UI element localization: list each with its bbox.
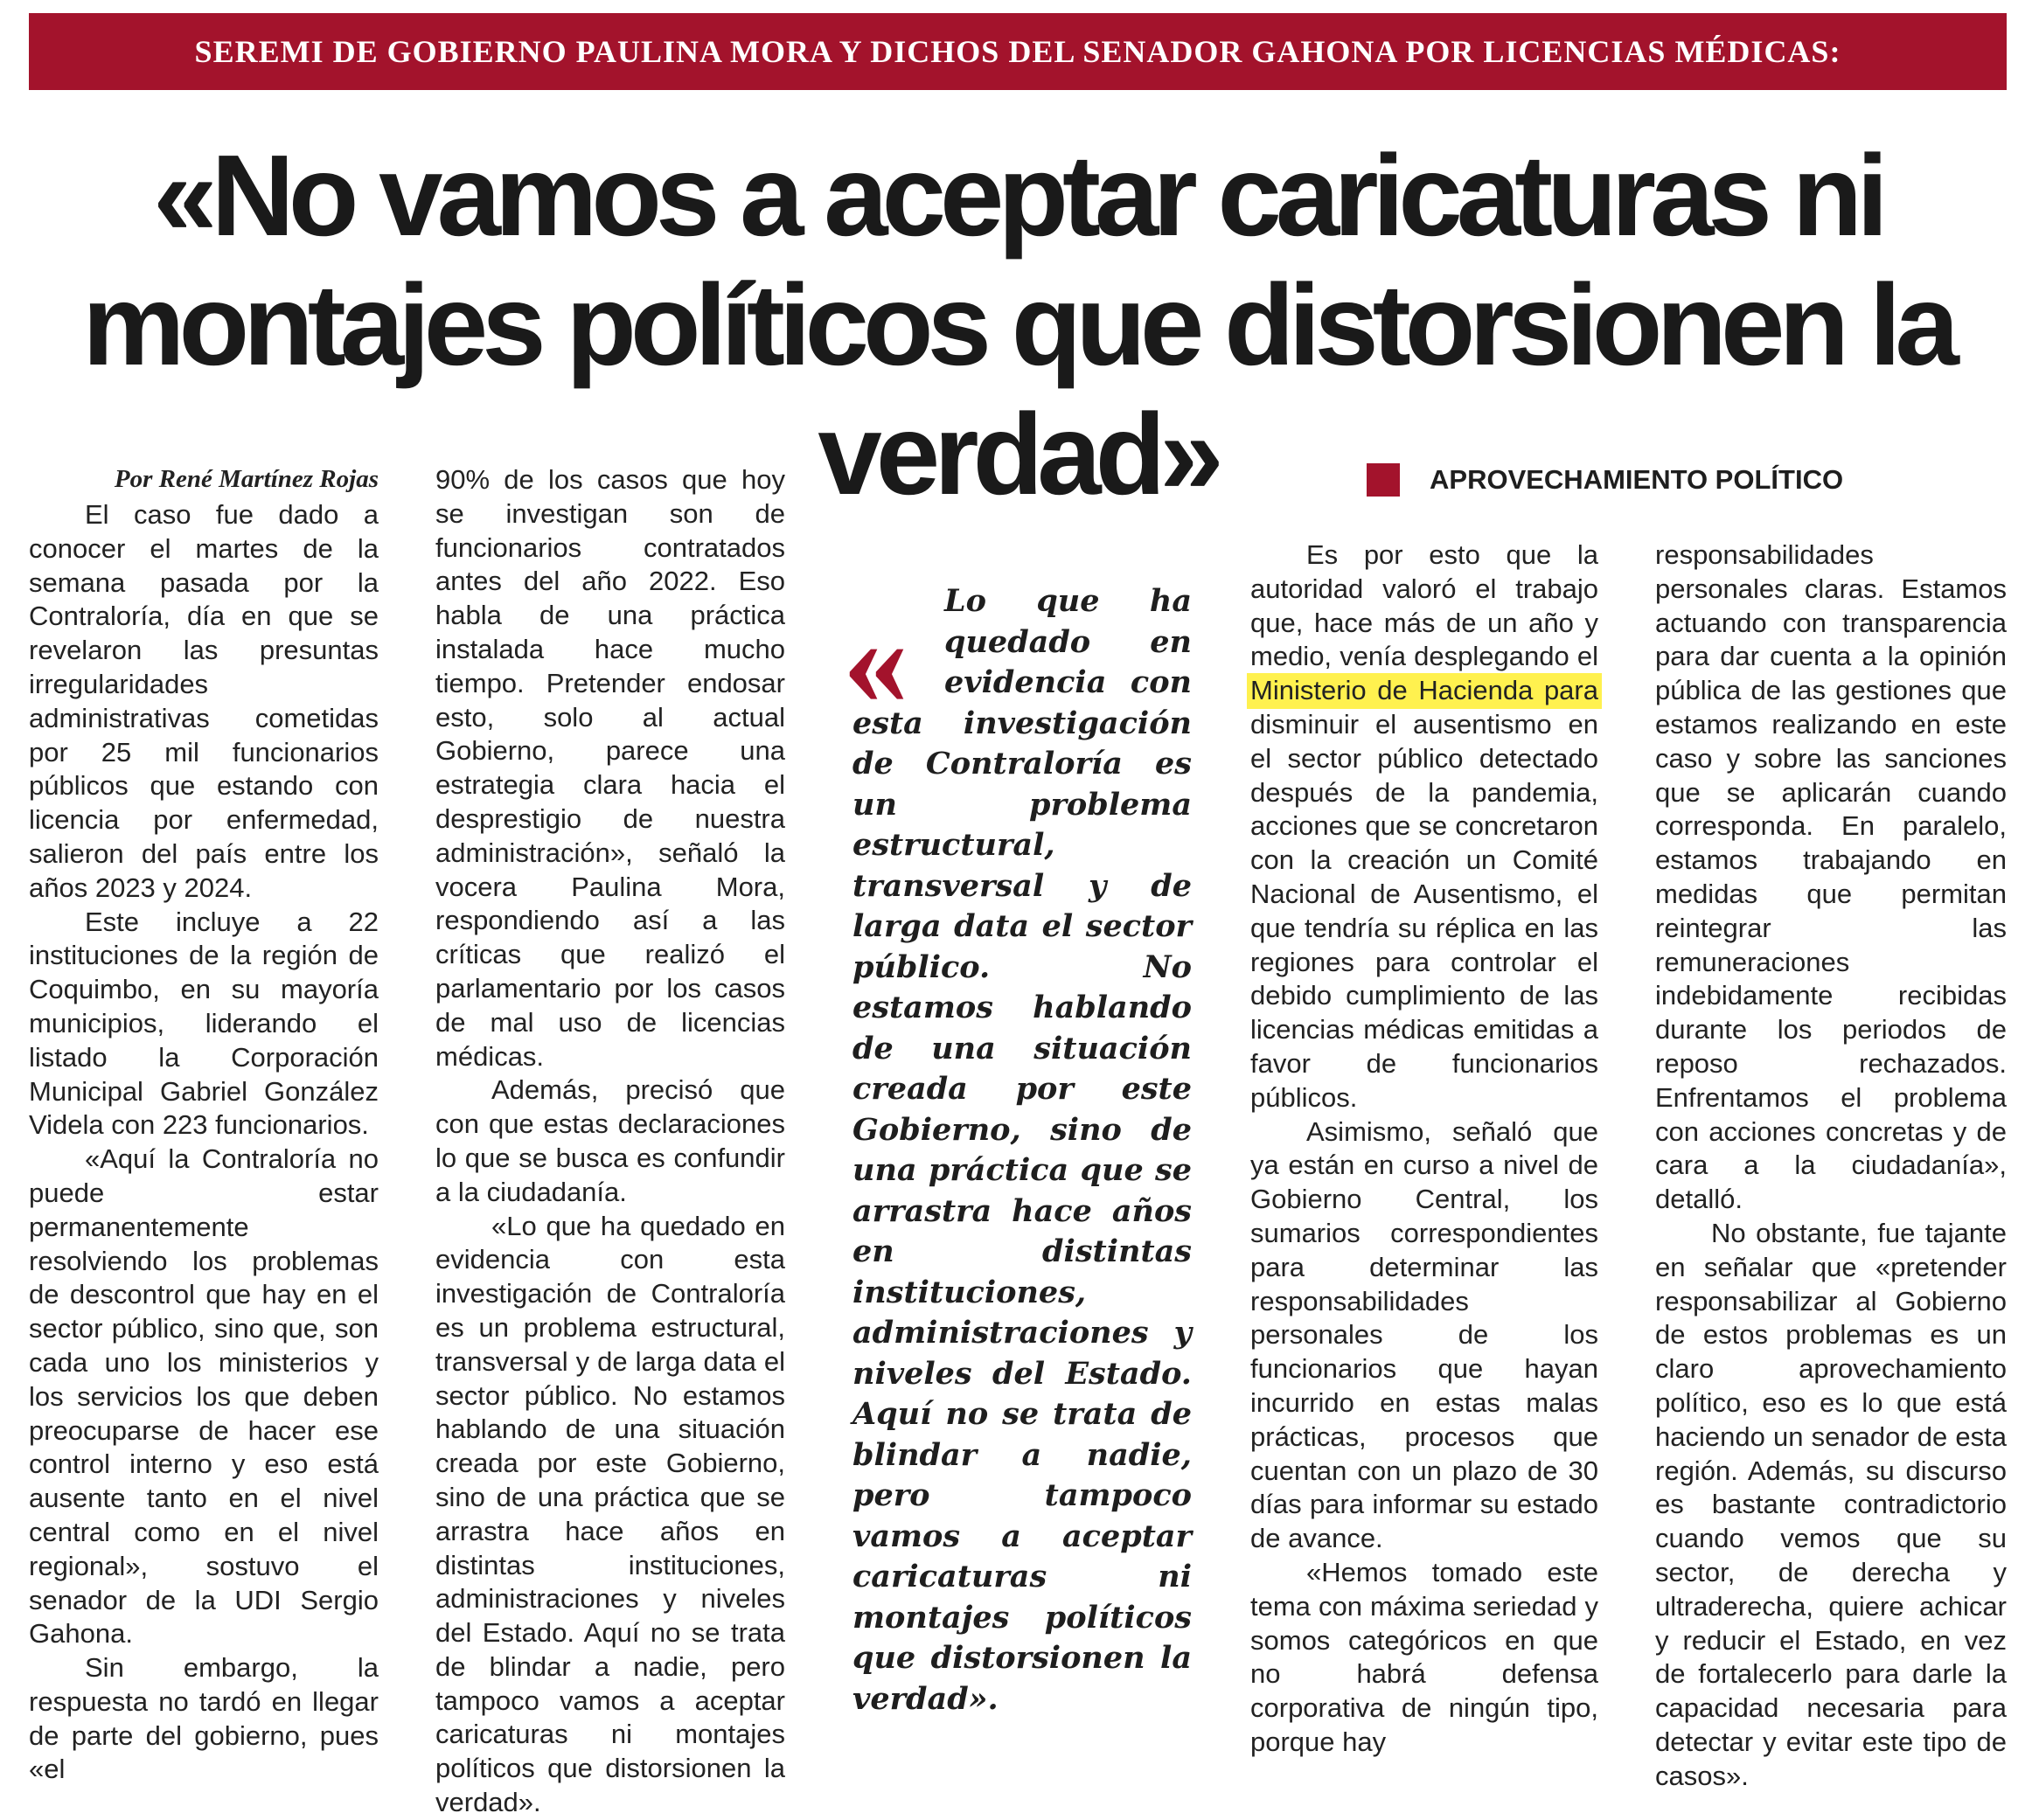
quote-spacer <box>852 581 944 684</box>
paragraph: Asimismo, señaló que ya están en curso a nivel de Gobierno Central, los sumarios correspondientes para determinar las responsabilidades personales de los funcionarios que hayan incurrido en estas malas prácticas, procesos que cuentan con un plazo de 30 días para informar su estado de avance. <box>1250 1115 1598 1554</box>
pull-quote-text: Lo que ha quedado en evidencia con esta investigación de Contraloría es un problema estructural, transversal y de larga data el sector público. No estamos hablando de una situación creada por este Gobierno, sino de una práctica que se arrastra hace años en distintas instituciones, administraciones y niveles del Estado. Aquí no se trata de blindar a nadie, pero tampoco vamos a aceptar caricaturas ni montajes políticos que distorsionen la verdad». <box>852 583 1192 1717</box>
byline: Por René Martínez Rojas <box>114 465 379 493</box>
text-run: disminuir el ausentismo en el sector público detectado después de la pandemia, acciones que se concretaron con la creación un Comité Nacional de Ausentismo, el que tendría su réplica en las regiones para controlar el debido cumplimiento de las licencias médicas emitidas a favor de funcionarios públicos. <box>1250 708 1598 1113</box>
subhead-label: APROVECHAMIENTO POLÍTICO <box>1430 464 1844 495</box>
paragraph: «Aquí la Contraloría no puede estar permanentemente resolviendo los problemas de descontrol que hay en el sector público, sino que, son cada uno los ministerios y los servicios los que deben preocuparse de hacer ese control interno y eso está ausente tanto en el nivel central como en el nivel regional», sostuvo el senador de la UDI Sergio Gahona. <box>29 1143 379 1650</box>
quote-mark-icon: « <box>843 587 908 733</box>
paragraph: «Lo que ha quedado en evidencia con esta investigación de Contraloría es un problema estructural, transversal y de larga data el sector público. No estamos hablando de una situación creada por este Gobierno, sino de una práctica que se arrastra hace años en distintas instituciones, administraciones y niveles del Estado. Aquí no se trata de blindar a nadie, pero tampoco vamos a aceptar caricaturas ni montajes políticos que distorsionen la verdad». <box>435 1210 785 1818</box>
highlighted-text: Ministerio de Hacienda para <box>1247 673 1602 709</box>
article-column-4 <box>1655 538 2007 1793</box>
paragraph <box>1250 538 1598 1115</box>
red-square-icon <box>1367 463 1400 497</box>
text-run: Es por esto que la autoridad valoró el trabajo que, hace más de un año y medio, venía desplegando el <box>1250 539 1598 672</box>
subhead <box>1367 463 1843 497</box>
article-column-1 <box>29 498 379 1787</box>
article-column-2 <box>435 463 785 1820</box>
paragraph: «Hemos tomado este tema con máxima seriedad y somos categóricos en que no habrá defensa corporativa de ningún tipo, porque hay <box>1250 1556 1598 1757</box>
section-banner: SEREMI DE GOBIERNO PAULINA MORA Y DICHOS DEL SENADOR GAHONA POR LICENCIAS MÉDICAS: <box>29 13 2007 90</box>
paragraph: No obstante, fue tajante en señalar que «pretender responsabilizar al Gobierno de estos problemas es un claro aprovechamiento político, eso es lo que está haciendo un senador de esta región. Además, su discurso es bastante contradictorio cuando vemos que su sector, de derecha y ultraderecha, quiere achicar y reducir el Estado, en vez de fortalecerlo para darle la capacidad necesaria para detectar y evitar este tipo de casos». <box>1655 1217 2007 1791</box>
paragraph: responsabilidades personales claras. Estamos actuando con transparencia para dar cuenta a la opinión pública de las gestiones que estamos realizando en este caso y sobre las sanciones que se aplicarán cuando corresponda. En paralelo, estamos trabajando en medidas que permitan reintegrar las remuneraciones indebidamente recibidas durante los periodos de reposo rechazados. Enfrentamos el problema con acciones concretas y de cara a la ciudadanía», detalló. <box>1655 539 2007 1215</box>
paragraph: El caso fue dado a conocer el martes de la semana pasada por la Contraloría, día en que se revelaron las presuntas irregularidades administrativas cometidas por 25 mil funcionarios públicos que estando con licencia por enfermedad, salieron del país entre los años 2023 y 2024. <box>29 499 379 903</box>
headline: «No vamos a aceptar caricaturas ni montajes políticos que distorsionen la verdad» <box>82 131 1953 518</box>
article-column-3 <box>1250 538 1598 1760</box>
paragraph: Este incluye a 22 instituciones de la región de Coquimbo, en su mayoría municipios, liderando el listado la Corporación Municipal Gabriel González Videla con 223 funcionarios. <box>29 906 379 1141</box>
paragraph: 90% de los casos que hoy se investigan son de funcionarios contratados antes del año 2022. Eso habla de una práctica instalada hace mucho tiempo. Pretender endosar esto, solo al actual Gobierno, parece una estrategia clara hacia el desprestigio de nuestra administración», señaló la vocera Paulina Mora, respondiendo así a las críticas que realizó el parlamentario por los casos de mal uso de licencias médicas. <box>435 464 785 1072</box>
paragraph: Además, precisó que con que estas declaraciones lo que se busca es confundir a la ciudadanía. <box>435 1074 785 1207</box>
paragraph: Sin embargo, la respuesta no tardó en llegar de parte del gobierno, pues «el <box>29 1652 379 1785</box>
pull-quote <box>852 581 1192 1719</box>
